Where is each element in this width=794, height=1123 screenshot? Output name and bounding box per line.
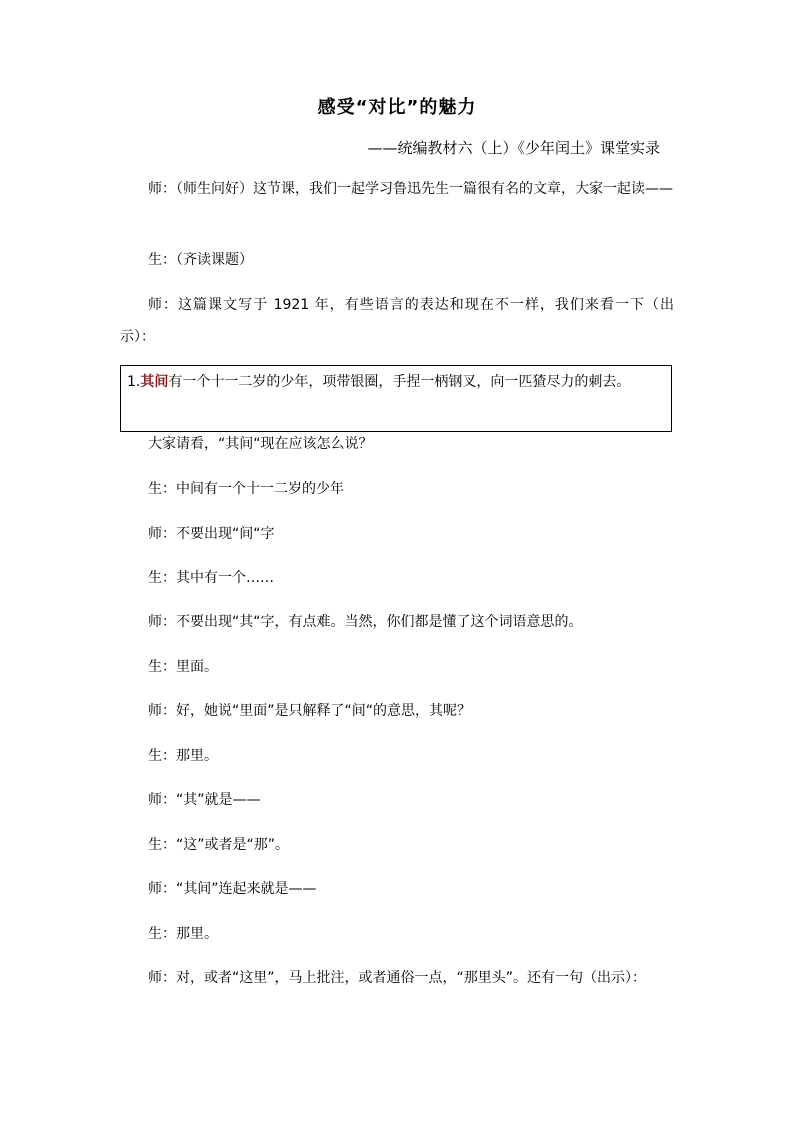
paragraph-dialogue-12: 生：那里。 [148, 926, 218, 942]
paragraph-dialogue-4: 生：其中有一个…… [148, 570, 274, 586]
paragraph-dialogue-10: 生：“这”或者是“那”。 [148, 837, 290, 853]
quote-rest: 有一个十一二岁的少年，项带银圈，手捏一柄钢叉，向一匹猹尽力的刺去。 [168, 374, 631, 390]
quote-number: 1. [127, 374, 141, 390]
paragraph-show-text: 师：这篇课文写于 1921 年，有些语言的表达和现在不一样，我们来看一下（出示）： [120, 297, 674, 345]
quote-text [127, 368, 665, 397]
paragraph-dialogue-2: 生：中间有一个十一二岁的少年 [148, 481, 344, 497]
paragraph-intro: 师：（师生问好）这节课，我们一起学习鲁迅先生一篇很有名的文章，大家一起读—— [148, 181, 673, 197]
paragraph-dialogue-6: 生：里面。 [148, 659, 218, 675]
paragraph-dialogue-13: 师：对，或者“这里”，马上批注，或者通俗一点，“那里头”。还有一句（出示）： [148, 970, 647, 986]
document-title: 感受“对比”的魅力 [317, 97, 477, 118]
paragraph-dialogue-5: 师：不要出现“其“字，有点难。当然，你们都是懂了这个词语意思的。 [148, 614, 583, 630]
paragraph-dialogue-11: 师：“其间”连起来就是—— [148, 881, 317, 897]
quote-box [120, 365, 672, 432]
paragraph-dialogue-8: 生：那里。 [148, 748, 218, 764]
document-subtitle: ——统编教材六（上）《少年闰土》课堂实录 [367, 139, 660, 157]
quote-highlight: 其间 [140, 374, 169, 390]
paragraph-dialogue-7: 师：好，她说“里面”是只解释了“间“的意思，其呢？ [148, 703, 472, 719]
paragraph-dialogue-1: 大家请看，“其间“现在应该怎么说？ [148, 436, 373, 452]
paragraph-dialogue-9: 师：“其”就是—— [148, 792, 261, 808]
paragraph-dialogue-3: 师：不要出现“间“字 [148, 526, 275, 542]
paragraph-student-reading: 生：（齐读课题） [148, 252, 253, 268]
